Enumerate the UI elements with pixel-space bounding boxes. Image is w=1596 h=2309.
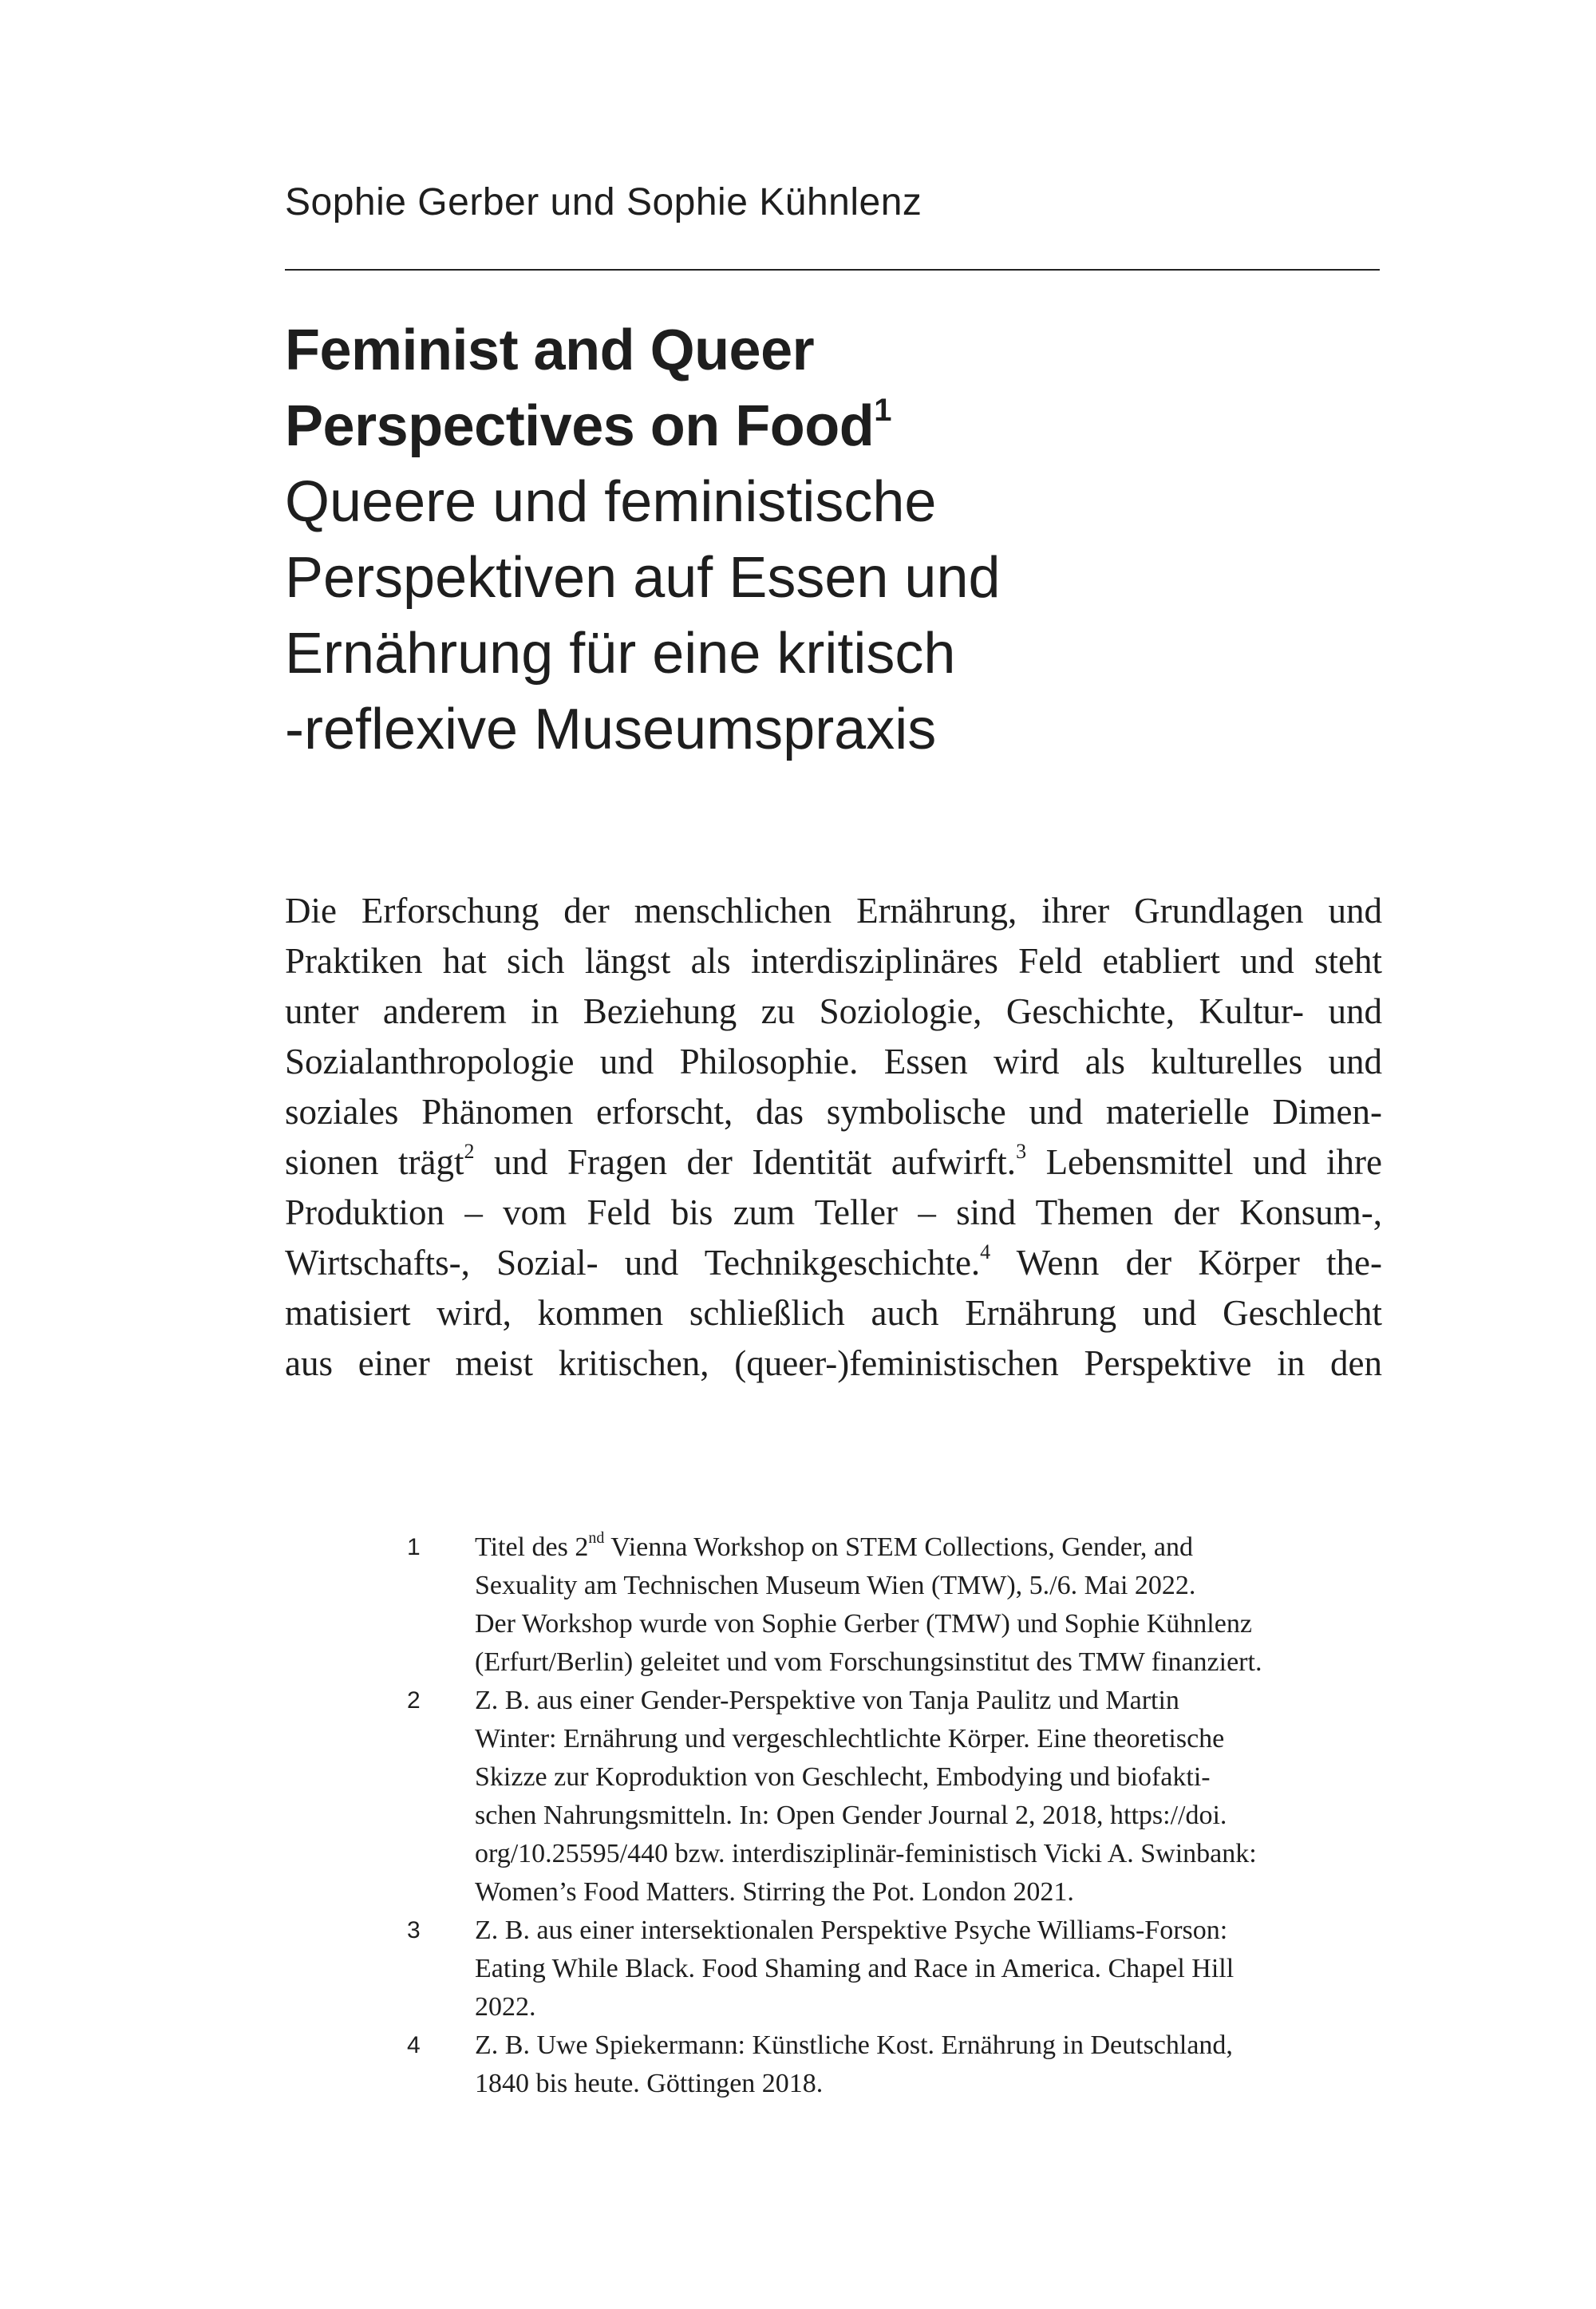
footnote-line	[475, 1528, 1381, 1567]
body-line: Produktion – vom Feld bis zum Teller – sind Themen der Konsum-,	[285, 1192, 1382, 1232]
footnote-line: Winter: Ernährung und vergeschlechtlichte Körper. Eine theoretische	[475, 1724, 1225, 1753]
footnote-line: schen Nahrungsmitteln. In: Open Gender Journal 2, 2018, https://doi.	[475, 1801, 1227, 1830]
body-line	[285, 1137, 1382, 1188]
footnotes-section	[407, 1528, 1381, 2103]
subtitle-line: -reflexive Museumspraxis	[285, 698, 937, 761]
footnote-line: (Erfurt/Berlin) geleitet und vom Forschungsinstitut des TMW finanziert.	[475, 1647, 1262, 1677]
subtitle-line: Ernährung für eine kritisch	[285, 622, 956, 686]
footnote-number: 3	[407, 1917, 421, 1943]
chapter-title-block	[285, 313, 1402, 768]
footnote-number: 4	[407, 2032, 421, 2058]
chapter-title-line-2	[285, 389, 1402, 465]
body-text-segment: Lebensmittel und ihre	[1026, 1142, 1382, 1182]
footnote-line: Skizze zur Koproduktion von Geschlecht, Embodying und biofakti-	[475, 1762, 1211, 1792]
footnote-text-segment: Vienna Workshop on STEM Collections, Gender, and	[604, 1532, 1194, 1562]
footnote-3	[407, 1912, 1381, 2026]
footnote-number: 1	[407, 1534, 421, 1560]
subtitle-line: Queere und feministische	[285, 470, 937, 534]
footnote-line: Der Workshop wurde von Sophie Gerber (TMW) und Sophie Kühnlenz	[475, 1609, 1252, 1639]
footnote-line: Sexuality am Technischen Museum Wien (TMW), 5./6. Mai 2022.	[475, 1571, 1196, 1600]
body-text-segment: Wirtschafts-, Sozial- und Technikgeschichte.	[285, 1243, 981, 1283]
footnote-ref-4[interactable]: 4	[980, 1240, 991, 1263]
header-divider	[285, 269, 1380, 271]
footnote-ref-2[interactable]: 2	[464, 1140, 475, 1163]
footnote-ref-3[interactable]: 3	[1016, 1140, 1027, 1163]
body-line: unter anderem in Beziehung zu Soziologie, Geschichte, Kultur- und	[285, 991, 1382, 1031]
body-text-segment: und Fragen der Identität aufwirft.	[474, 1142, 1017, 1182]
footnote-line: 1840 bis heute. Göttingen 2018.	[475, 2069, 824, 2098]
body-line: soziales Phänomen erforscht, das symbolische und materielle Dimen-	[285, 1092, 1382, 1132]
chapter-title-line-1: Feminist and Queer	[285, 318, 815, 382]
body-line	[285, 1238, 1382, 1288]
body-line: matisiert wird, kommen schließlich auch Ernährung und Geschlecht	[285, 1293, 1382, 1333]
ordinal-suffix: nd	[588, 1528, 605, 1547]
footnote-line: Z. B. Uwe Spiekermann: Künstliche Kost. Ernährung in Deutschland,	[475, 2030, 1233, 2060]
body-line: Praktiken hat sich längst als interdisziplinäres Feld etabliert und steht	[285, 941, 1382, 981]
footnote-line: 2022.	[475, 1992, 536, 2022]
footnote-4	[407, 2026, 1381, 2103]
body-line: aus einer meist kritischen, (queer-)feministischen Perspektive in den	[285, 1343, 1382, 1383]
chapter-subtitle	[285, 465, 1402, 768]
body-line: Die Erforschung der menschlichen Ernährung, ihrer Grundlagen und	[285, 891, 1382, 931]
title-footnote-marker[interactable]: 1	[874, 393, 891, 428]
subtitle-line: Perspektiven auf Essen und	[285, 546, 1001, 610]
footnote-2	[407, 1682, 1381, 1912]
chapter-title-line-2-text: Perspectives on Food	[285, 394, 875, 458]
body-text-segment: sionen trägt	[285, 1142, 464, 1182]
footnote-line: Z. B. aus einer intersektionalen Perspektive Psyche Williams-Forson:	[475, 1916, 1228, 1945]
author-header: Sophie Gerber und Sophie Kühnlenz	[285, 181, 922, 223]
body-paragraph	[285, 886, 1382, 1389]
footnote-line: Z. B. aus einer Gender-Perspektive von Tanja Paulitz und Martin	[475, 1686, 1179, 1715]
footnote-line: Women’s Food Matters. Stirring the Pot. London 2021.	[475, 1877, 1074, 1907]
body-text-segment: Wenn der Körper the-	[990, 1243, 1382, 1283]
footnote-text-segment: Titel des 2	[475, 1532, 589, 1562]
chapter-title	[285, 313, 1402, 465]
footnote-1	[407, 1528, 1381, 1682]
footnote-line: org/10.25595/440 bzw. interdisziplinär-feministisch Vicki A. Swinbank:	[475, 1839, 1257, 1868]
footnote-line: Eating While Black. Food Shaming and Race in America. Chapel Hill	[475, 1954, 1235, 1983]
footnote-number: 2	[407, 1687, 421, 1714]
body-line: Sozialanthropologie und Philosophie. Essen wird als kulturelles und	[285, 1042, 1382, 1081]
